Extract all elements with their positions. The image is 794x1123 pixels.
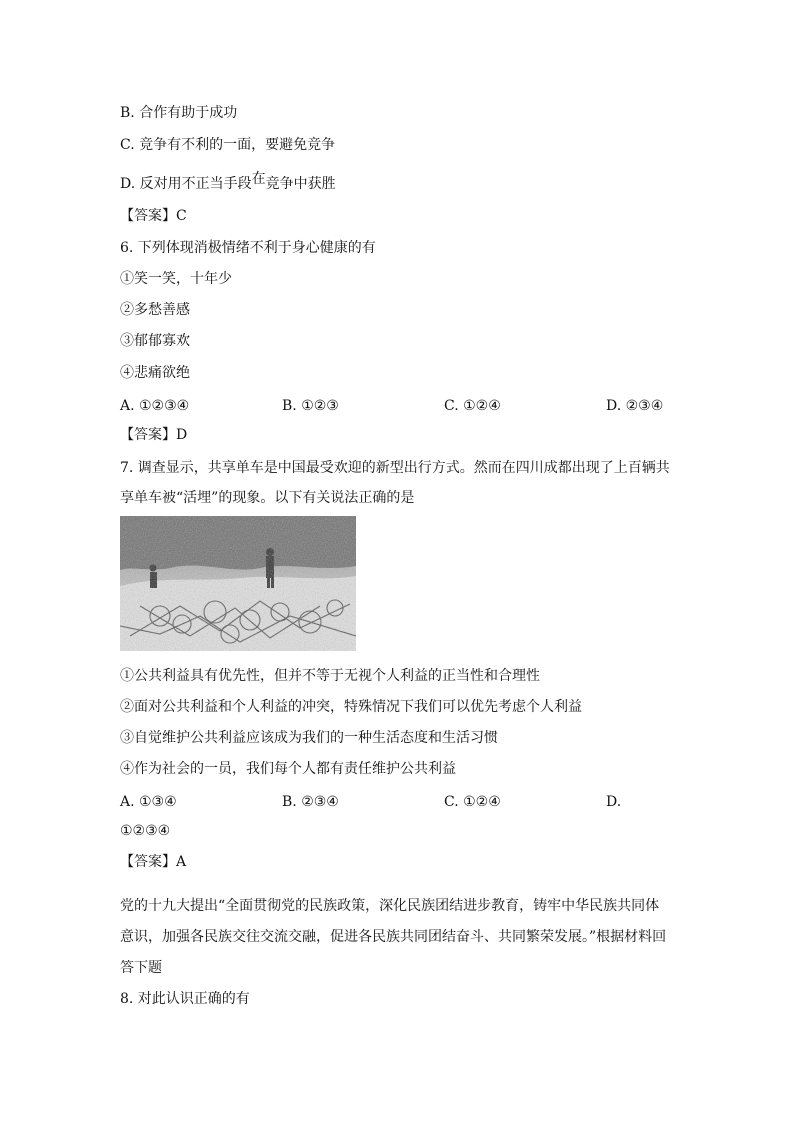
q5-option-d [120, 171, 336, 194]
q7-item-1: ①公共利益具有优先性，但并不等于无视个人利益的正当性和合理性 [120, 668, 540, 684]
material-line3: 答下题 [120, 960, 162, 976]
q7-choice-b: B. ②③④ [282, 794, 339, 810]
q5-option-c: C. 竞争有不利的一面，要避免竞争 [120, 137, 336, 153]
q5-option-d-raised: 在 [251, 171, 266, 187]
material-line2: 意识，加强各民族交往交流交融，促进各民族共同团结奋斗、共同繁荣发展。”根据材料回 [120, 929, 667, 945]
q6-item-4: ④悲痛欲绝 [120, 365, 190, 381]
q6-item-1: ①笑一笑，十年少 [120, 271, 232, 287]
q7-choice-a: A. ①③④ [120, 794, 177, 810]
q7-item-3: ③自觉维护公共利益应该成为我们的一种生活态度和生活习惯 [120, 730, 498, 746]
q7-choice-d-continued: ①②③④ [120, 823, 171, 839]
q7-choice-c: C. ①②④ [444, 794, 501, 810]
q6-answer: 【答案】D [120, 427, 188, 443]
q6-choice-c: C. ①②④ [444, 398, 501, 414]
q7-stem-line1: 7. 调查显示，共享单车是中国最受欢迎的新型出行方式。然而在四川成都出现了上百辆共 [120, 460, 670, 476]
q6-item-2: ②多愁善感 [120, 302, 190, 318]
material-line1: 党的十九大提出“全面贯彻党的民族政策，深化民族团结进步教育，铸牢中华民族共同体 [120, 898, 660, 914]
q5-option-b: B. 合作有助于成功 [120, 105, 238, 121]
q6-choice-d: D. ②③④ [606, 398, 664, 414]
q7-choice-d: D. [606, 794, 622, 810]
q7-item-2: ②面对公共利益和个人利益的冲突，特殊情况下我们可以优先考虑个人利益 [120, 699, 582, 715]
q5-option-d-post: 竞争中获胜 [265, 176, 336, 192]
q6-choice-a: A. ①②③④ [120, 398, 190, 414]
q7-item-4: ④作为社会的一员，我们每个人都有责任维护公共利益 [120, 761, 456, 777]
q6-choice-b: B. ①②③ [282, 398, 339, 414]
q6-item-3: ③郁郁寡欢 [120, 333, 190, 349]
buried-bikes-photo [120, 516, 356, 651]
q5-option-d-pre: D. 反对用不正当手段 [120, 176, 252, 192]
q5-answer: 【答案】C [120, 208, 187, 224]
q8-stem: 8. 对此认识正确的有 [120, 991, 250, 1007]
q6-stem: 6. 下列体现消极情绪不利于身心健康的有 [120, 240, 376, 256]
q7-answer: 【答案】A [120, 854, 187, 870]
q7-stem-line2: 享单车被“活埋”的现象。以下有关说法正确的是 [120, 490, 415, 506]
